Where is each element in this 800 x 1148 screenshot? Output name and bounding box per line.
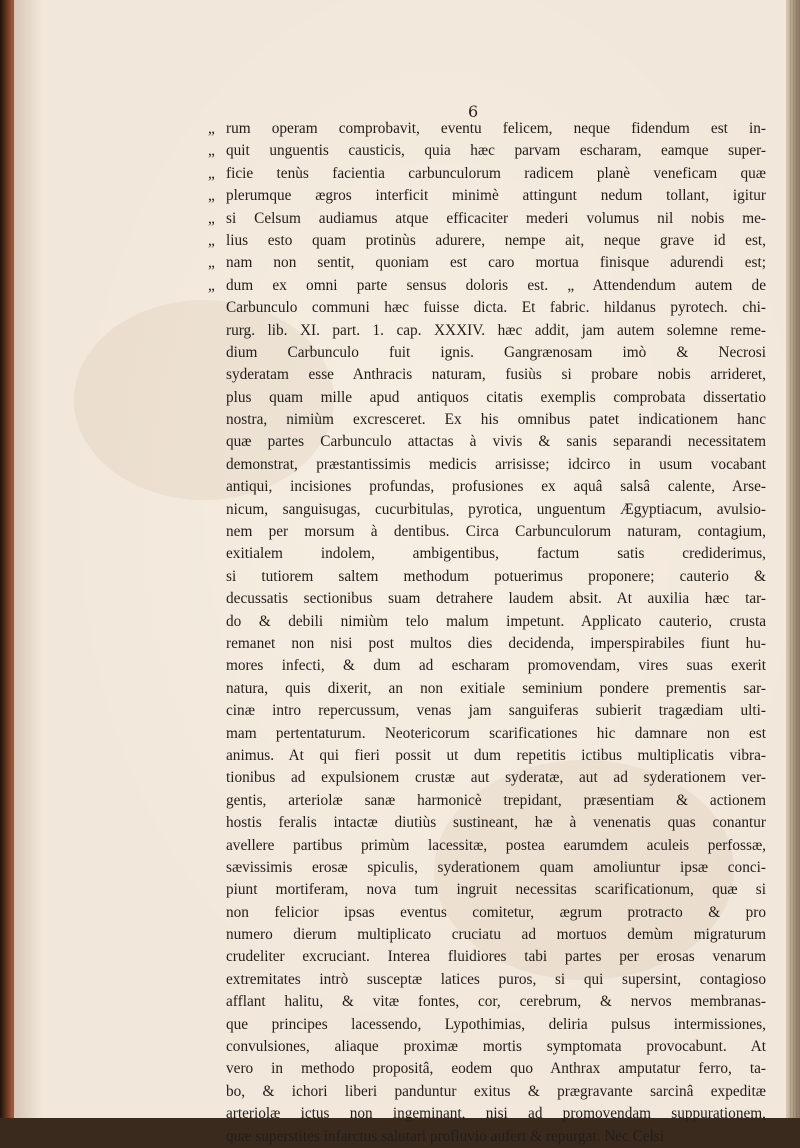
line-text: lius esto quam protinùs adurere, nempe ait, neque grave id est, (226, 231, 766, 249)
line-text: crudeliter excruciant. Interea fluidiores tabi partes per erosas venarum (226, 948, 766, 966)
text-line (226, 140, 766, 162)
text-line (226, 969, 766, 991)
text-line (226, 185, 766, 207)
text-line (226, 902, 766, 924)
line-text: si Celsum audiamus atque efficaciter mederi volumus nil nobis me- (226, 209, 766, 227)
text-line (226, 1014, 766, 1036)
line-text: convulsiones, aliaque proximæ mortis symptomata provocabunt. At (226, 1038, 766, 1056)
line-text: quæ superstites infarctus salutari profluvio aufert & repurgat. Nec Celsi (226, 1127, 665, 1145)
text-line (226, 1036, 766, 1058)
text-line (226, 342, 766, 364)
text-line (226, 1126, 766, 1148)
text-line (226, 476, 766, 498)
line-text: si tutiorem saltem methodum potuerimus proponere; cauterio & (226, 567, 766, 585)
text-line (226, 588, 766, 610)
line-text: bo, & ichori liberi panduntur exitus & prægravante sarcinâ expeditæ (226, 1082, 766, 1100)
line-text: numero dierum multiplicato cruciatu ad mortuos demùm migraturum (226, 926, 766, 944)
text-line (226, 857, 766, 879)
line-text: quæ partes Carbunculo attactas à vivis & sanis separandi necessitatem (226, 433, 766, 451)
text-line (226, 454, 766, 476)
text-line (226, 499, 766, 521)
line-text: piunt mortiferam, nova tum ingruit necessitas scarificationum, quæ si (226, 881, 766, 899)
text-line (226, 611, 766, 633)
text-line (226, 678, 766, 700)
text-line (226, 208, 766, 230)
text-line (226, 409, 766, 431)
line-text: mores infecti, & dum ad escharam promovendam, vires suas exerit (226, 657, 766, 675)
text-line (226, 521, 766, 543)
text-line (226, 320, 766, 342)
line-text: nicum, sanguisugas, cucurbitulas, pyrotica, unguentum Ægyptiacum, avulsio- (226, 500, 766, 518)
line-text: remanet non nisi post multos dies decidenda, imperspirabiles fiunt hu- (226, 634, 766, 652)
line-text: hostis feralis intactæ diutiùs sustineant, hæ à venenatis quas conantur (226, 814, 766, 832)
line-text: syderatam esse Anthracis naturam, fusiùs si probare nobis arrideret, (226, 366, 766, 384)
line-text: decussatis sectionibus suam detrahere laudem absit. At auxilia hæc tar- (226, 590, 766, 608)
text-line (226, 812, 766, 834)
line-text: vero in methodo propositâ, eodem quo Anthrax amputatur ferro, ta- (226, 1060, 766, 1078)
text-line (226, 745, 766, 767)
text-line (226, 723, 766, 745)
line-text: natura, quis dixerit, an non exitiale seminium pondere prementis sar- (226, 679, 766, 697)
line-text: gentis, arteriolæ sanæ harmonicè trepidant, præsentiam & actionem (226, 791, 766, 809)
text-line (226, 946, 766, 968)
line-text: nostra, nimiùm excresceret. Ex his omnibus patet indicationem hanc (226, 411, 766, 429)
line-text: ficie tenùs facientia carbunculorum radicem planè veneficam quæ (226, 164, 766, 182)
line-text: plus quam mille apud antiquos citatis exemplis comprobata dissertatio (226, 388, 766, 406)
line-text: mam pertentaturum. Neotericorum scarificationes hic damnare non est (226, 724, 766, 742)
text-line (226, 543, 766, 565)
text-line (226, 655, 766, 677)
line-text: extremitates intrò susceptæ latices puros, si qui supersint, contagioso (226, 970, 766, 988)
line-text: quit unguentis causticis, quia hæc parvam escharam, eamque super- (226, 142, 766, 160)
text-line (226, 790, 766, 812)
line-text: exitialem indolem, ambigentibus, factum satis crediderimus, (226, 545, 766, 563)
text-line (226, 700, 766, 722)
text-line (226, 991, 766, 1013)
line-text: nam non sentit, quoniam est caro mortua finisque adurendi est; (226, 254, 766, 272)
text-line (226, 118, 766, 140)
line-text: afflant halitu, & vitæ fontes, cor, cerebrum, & nervos membranas- (226, 993, 766, 1011)
line-text: non felicior ipsas eventus comitetur, ægrum protracto & pro (226, 903, 766, 921)
text-line (226, 297, 766, 319)
text-line (226, 252, 766, 274)
line-text: demonstrat, præstantissimis medicis arrisisse; idcirco in usum vocabant (226, 455, 766, 473)
text-line (226, 364, 766, 386)
text-line (226, 924, 766, 946)
text-line (226, 633, 766, 655)
line-text: avellere partibus primùm lacessitæ, postea earumdem aculeis perfossæ, (226, 836, 766, 854)
line-text: do & debili nimiùm telo malum impetunt. Applicato cauterio, crusta (226, 612, 766, 630)
text-line (226, 163, 766, 185)
page-edge-right (786, 0, 800, 1118)
text-line (226, 275, 766, 297)
latin-text-body (226, 118, 766, 1148)
line-text: Carbunculo communi hæc fuisse dicta. Et fabric. hildanus pyrotech. chi- (226, 299, 766, 317)
text-line (226, 835, 766, 857)
line-text: tionibus ad expulsionem crustæ aut syderatæ, aut ad syderationem ver- (226, 769, 766, 787)
text-line (226, 566, 766, 588)
page-number: 6 (468, 102, 479, 121)
line-text: rurg. lib. XI. part. 1. cap. XXXIV. hæc addit, jam autem solemne reme- (226, 321, 766, 339)
text-line (226, 230, 766, 252)
line-text: sævissimis erosæ spiculis, syderationem quam amoliuntur ipsæ conci- (226, 858, 766, 876)
text-line (226, 879, 766, 901)
text-line (226, 387, 766, 409)
line-text: que principes lacessendo, Lypothimias, deliria pulsus intermissiones, (226, 1015, 766, 1033)
line-text: dum ex omni parte sensus doloris est. „ Attendendum autem de (226, 276, 766, 294)
line-text: cinæ intro repercussum, venas jam sanguiferas subierit tragædiam ulti- (226, 702, 766, 720)
line-text: plerumque ægros interficit minimè attingunt nedum tollant, igitur (226, 187, 766, 205)
line-text: dium Carbunculo fuit ignis. Gangrænosam imò & Necrosi (226, 343, 766, 361)
line-text: antiqui, incisiones profundas, profusiones ex aquâ salsâ calente, Arse- (226, 478, 766, 496)
text-line (226, 1058, 766, 1080)
line-text: rum operam comprobavit, eventu felicem, neque fidendum est in- (226, 120, 766, 137)
line-text: nem per morsum à dentibus. Circa Carbunculorum naturam, contagium, (226, 523, 766, 541)
text-line (226, 1081, 766, 1103)
text-line (226, 767, 766, 789)
line-text: animus. At qui fieri possit ut dum repetitis ictibus multiplicatis vibra- (226, 746, 766, 764)
line-text: arteriolæ ictus non ingeminant, nisi ad promovendam suppurationem, (226, 1105, 766, 1123)
text-line (226, 431, 766, 453)
text-line (226, 1103, 766, 1125)
